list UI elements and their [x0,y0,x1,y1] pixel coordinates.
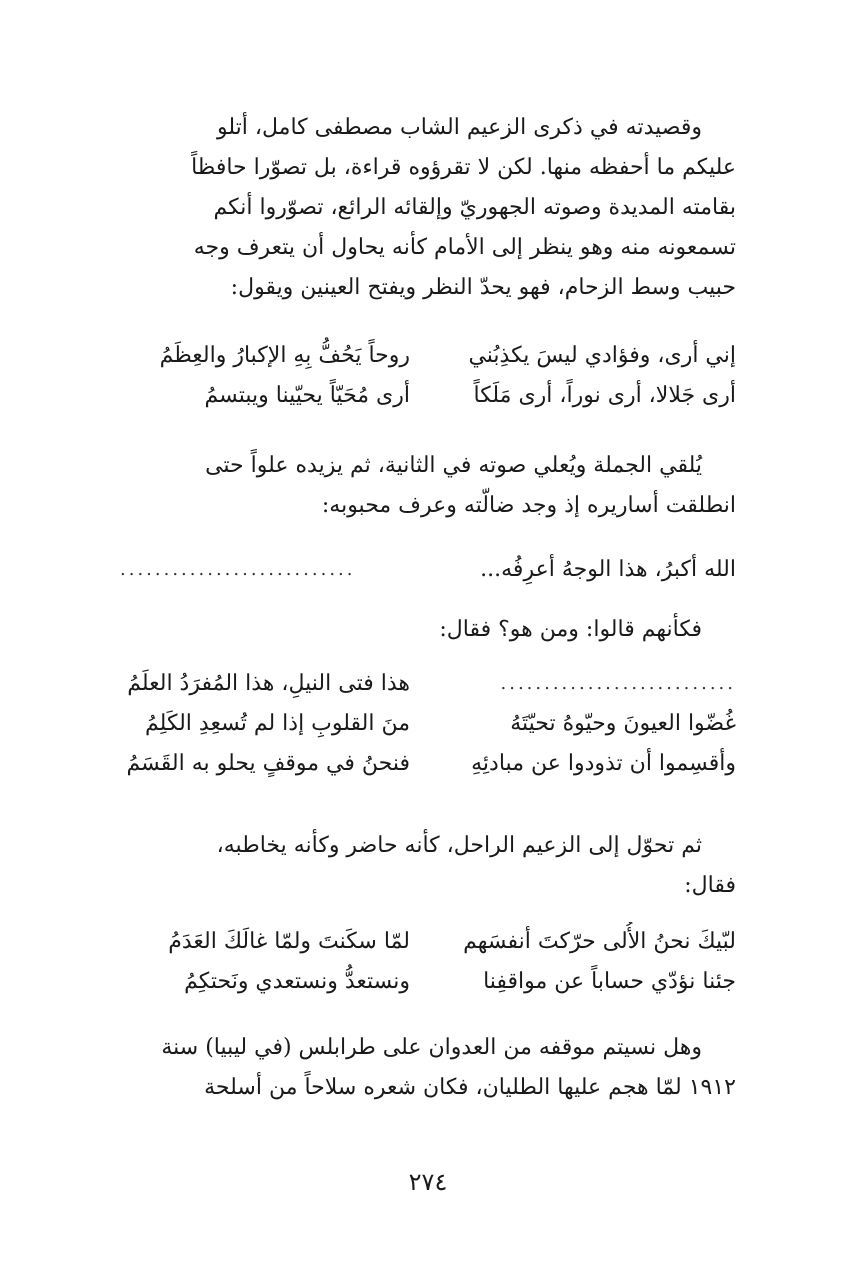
text-line: وقصيدته في ذكرى الزعيم الشاب مصطفى كامل، أتلو [217,115,702,140]
text-line: بقامته المديدة وصوته الجهوريّ وإلقائه الرائع، تصوّروا أنكم [213,195,736,220]
verse-first-hemistich: وأقسِموا أن تذودوا عن مبادئِهِ [471,751,736,776]
verse-second-hemistich: فنحنُ في موقفٍ يحلو به القَسَمُ [126,751,410,776]
page-number: ٢٧٤ [408,1168,448,1196]
verse-line [120,550,736,590]
paragraph-third [120,610,736,650]
verse-line [120,922,736,962]
paragraph-text [120,446,736,526]
text-line: وهل نسيتم موقفه من العدوان على طرابلس (في ليبيا) سنة [161,1035,702,1060]
verse-line [120,376,736,416]
verse-second-hemistich: روحاً يَحُفُّ بِهِ الإكبارُ والعِظَمُ [159,343,410,368]
text-line: عليكم ما أحفظه منها. لكن لا تقرؤوه قراءة، بل تصوّرا حافظاً [191,155,736,180]
paragraph-text [120,826,736,906]
verse-first-hemistich: غُضّوا العيونَ وحيّوهُ تحيّتَهُ [510,711,736,736]
text-line: ثم تحوّل إلى الزعيم الراحل، كأنه حاضر وكأنه يخاطبه، [216,833,702,858]
text-line: انطلقت أساريره إذ وجد ضالّته وعرف محبوبه: [321,493,736,518]
text-line: فقال: [684,873,736,898]
verse-second-hemistich: هذا فتى النيلِ، هذا المُفرَدُ العلَمُ [127,671,410,696]
verse-second-hemistich: منَ القلوبِ إذا لم تُسعِدِ الكَلِمُ [145,711,410,736]
paragraph-second [120,446,736,526]
verse-first-hemistich: الله أكبرُ، هذا الوجهُ أعرِفُه... [480,557,736,582]
paragraph-text [120,1028,736,1108]
verse-first-hemistich: لبّيكَ نحنُ الأُلى حرّكتَ أنفسَهم [463,929,736,954]
verse-ellipsis: ........................... [500,673,736,694]
verse-line [120,704,736,744]
verse-second-hemistich: لمّا سكَنتَ ولمّا غالَكَ العَدَمُ [168,929,410,954]
verse-second-hemistich: أرى مُحَيّاً يحيّينا ويبتسمُ [204,383,410,408]
paragraph-intro [120,108,736,308]
text-line: ١٩١٢ لمّا هجم عليها الطليان، فكان شعره سلاحاً من أسلحة [204,1075,736,1100]
verse-line [120,962,736,1002]
verse-block-1 [120,336,736,416]
paragraph-fifth [120,1028,736,1108]
text-line: فكأنهم قالوا: ومن هو؟ فقال: [439,617,702,642]
verse-first-hemistich: إني أرى، وفؤادي ليسَ يكذِبُني [468,343,736,368]
verse-line [120,664,736,704]
paragraph-text [120,108,736,308]
verse-line [120,744,736,784]
verse-line [120,336,736,376]
text-line: يُلقي الجملة ويُعلي صوته في الثانية، ثم يزيده علواً حتى [205,453,702,478]
verse-first-hemistich: أرى جَلالا، أرى نوراً، أرى مَلَكاً [473,383,736,408]
paragraph-text [120,610,736,650]
verse-block-4 [120,922,736,1002]
text-line: حبيب وسط الزحام، فهو يحدّ النظر ويفتح العينين ويقول: [230,275,736,300]
verse-block-3 [120,664,736,784]
text-line: تسمعونه منه وهو ينظر إلى الأمام كأنه يحاول أن يتعرف وجه [193,235,736,260]
paragraph-fourth [120,826,736,906]
verse-block-2 [120,550,736,590]
verse-first-hemistich: جئنا نؤدّي حساباً عن مواقفِنا [483,969,736,994]
verse-second-hemistich: ونستعدُّ ونستعدي ونَحتكِمُ [184,969,410,994]
verse-ellipsis: ........................... [120,559,356,580]
